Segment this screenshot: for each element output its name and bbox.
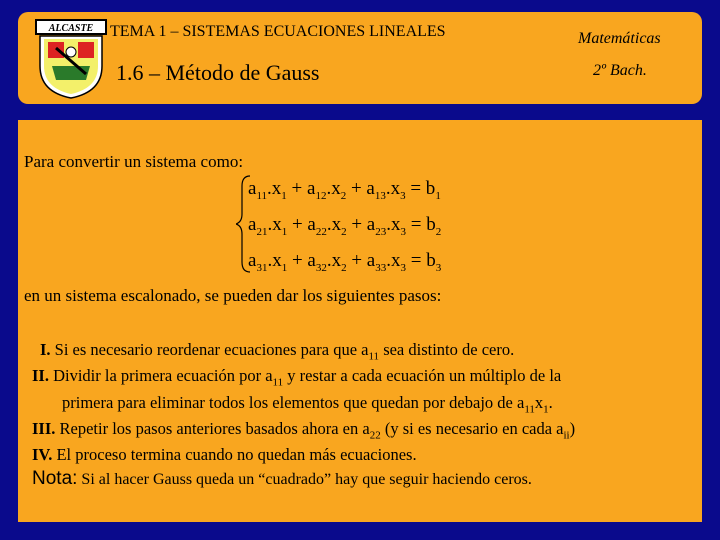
equation-term: a	[248, 250, 257, 271]
equation-term: a	[248, 214, 257, 235]
equation-term: + a	[287, 214, 316, 235]
equation-system	[236, 172, 506, 276]
equation-subscript: 3	[400, 226, 406, 238]
equation-row-3	[248, 250, 442, 274]
equation-subscript: 31	[256, 262, 268, 274]
equation-subscript: 3	[400, 262, 406, 274]
equation-term: .x	[267, 214, 282, 235]
equation-term: .x	[326, 214, 342, 235]
note-text: Si al hacer Gauss queda un “cuadrado” hay que seguir haciendo ceros.	[77, 471, 532, 488]
intro-text: Para convertir un sistema como:	[24, 152, 244, 171]
equation-row-2	[248, 214, 441, 238]
step-number: III.	[32, 418, 56, 438]
equation-subscript: 23	[375, 226, 387, 238]
equation-term: + a	[287, 250, 316, 271]
steps-list	[18, 340, 702, 464]
section-title: 1.6 – Método de Gauss	[116, 60, 320, 85]
equation-term: + a	[346, 214, 376, 235]
page-title: TEMA 1 – SISTEMAS ECUACIONES LINEALES	[110, 23, 446, 40]
equation-subscript: 2	[341, 262, 347, 274]
header-banner	[18, 12, 702, 104]
equation-term: .x	[386, 214, 401, 235]
school-crest-logo	[34, 18, 108, 100]
equation-subscript: 1	[435, 190, 441, 202]
step-4: IV. El proceso termina cuando no quedan más ecuaciones.	[32, 445, 417, 465]
equation-subscript: 21	[256, 226, 268, 238]
step-3: III. Repetir los pasos anteriores basados ahora en $a_{22}$ (y si es necesario en cada $a_{ii}$)	[32, 418, 576, 442]
step-1: I. Si es necesario reordenar ecuaciones para que $a_{11}$ sea distinto de cero.	[40, 340, 515, 363]
step-number: II.	[32, 366, 49, 386]
equation-term: + a	[346, 250, 376, 271]
equation-term: = b	[406, 250, 436, 271]
subject-label: Matemáticas	[578, 30, 661, 47]
equation-term: = b	[405, 178, 436, 199]
equation-subscript: 33	[375, 262, 387, 274]
content-panel	[18, 120, 702, 522]
step-number: IV.	[32, 445, 53, 465]
equation-term: + a	[286, 178, 316, 199]
equation-subscript: 32	[315, 262, 327, 274]
logo-text: ALCASTE	[48, 23, 94, 34]
course-label: 2º Bach.	[593, 62, 647, 79]
equation-subscript: 2	[341, 226, 347, 238]
equation-term: .x	[385, 178, 401, 199]
equation-subscript: 2	[435, 226, 442, 238]
note-label: Nota:	[32, 468, 78, 489]
equation-term: = b	[406, 214, 436, 235]
equation-row-1	[248, 178, 441, 202]
equation-term: + a	[346, 178, 375, 199]
equation-subscript: 2	[340, 190, 347, 202]
equation-subscript: 3	[435, 262, 442, 274]
step-number: I.	[40, 340, 51, 359]
equation-subscript: 11	[256, 190, 268, 202]
equation-term: .x	[267, 250, 282, 271]
step-2-continuation: primera para eliminar todos los elementos que quedan por debajo de $a_{11}x_1$.	[62, 392, 553, 415]
equation-term: .x	[386, 250, 401, 271]
equation-subscript: 22	[315, 226, 327, 238]
equation-subscript: 1	[281, 226, 288, 238]
equation-term: .x	[267, 178, 282, 199]
equation-subscript: 1	[281, 190, 287, 202]
equation-term: a	[248, 178, 257, 199]
equation-subscript: 12	[315, 190, 327, 202]
equation-subscript: 1	[281, 262, 288, 274]
equation-term: .x	[326, 250, 342, 271]
transition-text: en un sistema escalonado, se pueden dar los siguientes pasos:	[24, 286, 442, 305]
equation-subscript: 13	[374, 190, 386, 202]
note	[32, 468, 532, 490]
step-2: II. Dividir la primera ecuación por $a_{11}$ y restar a cada ecuación un múltiplo de la	[32, 366, 562, 389]
equation-subscript: 3	[400, 190, 406, 202]
equation-term: .x	[326, 178, 341, 199]
